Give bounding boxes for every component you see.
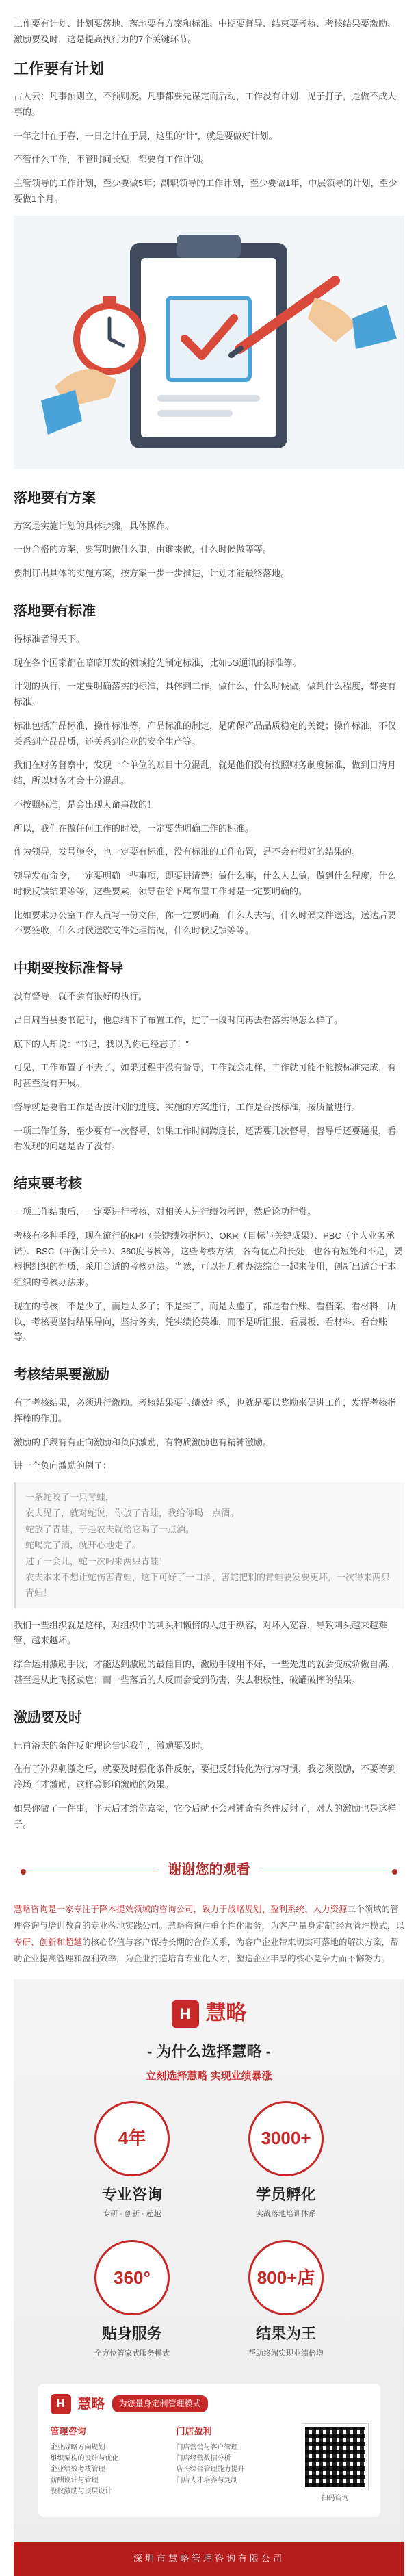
thanks-banner bbox=[14, 1851, 404, 1892]
paragraph: 主管领导的工作计划，至少要做5年；副职领导的工作计划，至少要做1年，中层领导的计划，至少要做1个月。 bbox=[14, 178, 397, 204]
feature-badge: 3000+ bbox=[248, 2101, 324, 2176]
paragraph: 要制订出具体的实施方案，按方案一步一步推进，计划才能最终落地。 bbox=[14, 568, 290, 578]
section-title: 落地要有标准 bbox=[14, 603, 96, 619]
paragraph: 底下的人却说：“书记，我以为你已经忘了！” bbox=[14, 1038, 189, 1049]
paragraph: 没有督导，就不会有很好的执行。 bbox=[14, 991, 148, 1001]
story-quote bbox=[14, 1482, 404, 1608]
paragraph: 我们一些组织就是这样，对组织中的刺头和懒惰的人过于纵容，对坏人宽容，导致刺头越来越难管，越来越坏。 bbox=[14, 1619, 388, 1646]
paragraph: 作为领导，发号施令，也一定要有标准，没有标准的工作布置，是不会有很好的结果的。 bbox=[14, 847, 361, 858]
service-column bbox=[51, 2424, 167, 2505]
feature-item bbox=[216, 2240, 356, 2360]
feature-title: 贴身服务 bbox=[101, 2325, 162, 2343]
paragraph: 吕日周当县委书记时，他总结下了布置工作，过了一段时间再去看落实得怎么样了。 bbox=[14, 1014, 343, 1025]
qr-block bbox=[302, 2424, 368, 2505]
column-title: 门店盈利 bbox=[176, 2426, 212, 2437]
paragraph: 得标准者得天下。 bbox=[14, 633, 86, 644]
feature-grid bbox=[62, 2101, 356, 2361]
qr-caption: 扫码咨询 bbox=[321, 2495, 349, 2503]
company-name: 慧略咨询是一家专注于降本提效领域的咨询公司，致力于 bbox=[14, 1905, 228, 1915]
paragraph: 计划的执行，一定要明确落实的标准，具体到工作，做什么，什么时候做，做到什么程度，都要有标准。 bbox=[14, 681, 397, 707]
section-title: 落地要有方案 bbox=[14, 490, 96, 506]
feature-item bbox=[62, 2240, 203, 2360]
intro-text: 三个领域的管理咨询与培训教育的专业落地实践公司。慧略咨询注重个性化服务，为客户“量身定制”经营管理模式，以 bbox=[14, 1905, 404, 1931]
feature-title: 专业咨询 bbox=[101, 2185, 162, 2203]
card-header bbox=[51, 2392, 368, 2416]
feature-badge: 360° bbox=[94, 2240, 170, 2315]
paragraph: 可见，工作布置了不去了，如果过程中没有督导，工作就会走样，工作就可能不能按标准完成，有时甚至没有开展。 bbox=[14, 1062, 397, 1088]
paragraph: 不管什么工作，不管时间长短，都要有工作计划。 bbox=[14, 154, 210, 165]
feature-desc: 实战落地培训体系 bbox=[256, 2210, 316, 2219]
service-line: 门店经营数据分析 bbox=[176, 2454, 231, 2462]
company-footer: 深圳市慧略管理咨询有限公司 bbox=[14, 2542, 404, 2576]
brand-logo bbox=[14, 1996, 404, 2032]
section-title: 激励要及时 bbox=[14, 1710, 82, 1725]
thanks-text: 谢谢您的观看 bbox=[157, 1858, 261, 1882]
section-title: 工作要有计划 bbox=[14, 60, 105, 77]
paragraph: 标准包括产品标准，操作标准等，产品标准的制定，是确保产品品质稳定的关键；操作标准，不仅关系到产品品质，还关系到企业的安全生产等。 bbox=[14, 720, 397, 747]
intro-paragraph: 工作要有计划、计划要落地、落地要有方案和标准、中期要督导、结束要考核、考核结果要激励、激励要及时，这是提高执行力的7个关键环节。 bbox=[14, 18, 397, 44]
paragraph: 巴甫洛夫的条件反射理论告诉我们，激励要及时。 bbox=[14, 1740, 210, 1751]
paragraph: 一项工作任务，至少要有一次督导，如果工作时间跨度长，还需要几次督导，督导后还要通报，看看发现的问题是否了没有。 bbox=[14, 1125, 397, 1152]
paragraph: 比如要求办公室工作人员写一份文件，你一定要明确，什么人去写，什么时候文件送达，送达后要不要签收，什么时候送歇文件处理情况，什么时候反馈等等。 bbox=[14, 910, 397, 936]
paragraph: 领导发布命令，一定要明确一些事项，即要讲清楚：做什么事，什么人去做，做到什么程度，什么时候反馈结果等等，这些要素，领导在给下属布置工作时是一定要明确的。 bbox=[14, 871, 397, 897]
feature-item bbox=[62, 2101, 203, 2221]
service-line: 薪酬设计与管理 bbox=[50, 2476, 99, 2484]
paragraph: 一年之计在于春，一日之计在于晨，这里的“计”，就是要做好计划。 bbox=[14, 130, 278, 141]
company-intro bbox=[14, 1902, 404, 1967]
logo-badge-icon: H bbox=[172, 2000, 199, 2028]
dot-icon bbox=[392, 1869, 397, 1875]
paragraph: 现在各个国家都在暗暗开发的领域抢先制定标准，比如5G通讯的标准等。 bbox=[14, 657, 302, 668]
paragraph: 方案是实施计划的具体步骤，具体操作。 bbox=[14, 520, 174, 531]
checkbox-icon bbox=[168, 298, 250, 380]
feature-badge: 4年 bbox=[94, 2101, 170, 2176]
highlight-text: 专研、创新和超越 bbox=[14, 1937, 83, 1947]
clipboard-illustration bbox=[14, 216, 404, 469]
feature-desc: 专研 · 创新 · 超越 bbox=[103, 2210, 161, 2219]
quote-line: 一条蛇咬了一只青蛙， bbox=[25, 1492, 115, 1502]
poster-title: - 为什么选择慧略 - bbox=[147, 2042, 271, 2060]
qr-code-icon[interactable] bbox=[302, 2424, 368, 2490]
slogan-badge: 为您量身定制管理模式 bbox=[112, 2395, 208, 2412]
logo-text: 慧略 bbox=[205, 2001, 247, 2026]
feature-title: 结果为王 bbox=[255, 2325, 316, 2343]
promo-poster bbox=[14, 1979, 404, 2576]
paragraph: 我们在财务督察中，发现一个单位的账目十分混乱，就是他们没有按照财务制度标准，做到日清月结，所以财务才会十分混乱。 bbox=[14, 760, 397, 786]
paragraph: 督导就是要看工作是否按计划的进度、实施的方案进行，工作是否按标准，按质量进行。 bbox=[14, 1101, 361, 1112]
service-line: 企业战略方向规划 bbox=[50, 2443, 105, 2451]
service-line: 门店人才培养与复制 bbox=[176, 2476, 238, 2484]
paragraph: 综合运用激励手段，才能达到激励的最佳目的，激励手段用不好，一些先进的就会变成骄傲自满，甚至是从此飞扬跋扈；而一些落后的人反而会受到伤害，失去积极性，破罐破摔的结果。 bbox=[14, 1659, 397, 1685]
feature-desc: 全方位管家式服务模式 bbox=[94, 2349, 170, 2358]
service-line: 店长综合管理能力提升 bbox=[176, 2465, 245, 2473]
dot-icon bbox=[21, 1869, 26, 1875]
feature-badge: 800+店 bbox=[248, 2240, 324, 2315]
quote-line: 蛇喝完了酒，就开心地走了。 bbox=[25, 1540, 142, 1551]
paragraph: 激励的手段有有正向激励和负向激励，有物质激励也有精神激励。 bbox=[14, 1437, 272, 1447]
quote-line: 农夫本来不想让蛇伤害青蛙，这下可好了一口酒，害蛇把剩的青蛙要发要更坏，一次得来两只青蛙！ bbox=[25, 1571, 391, 1599]
section-title: 中期要按标准督导 bbox=[14, 961, 123, 976]
service-line: 企业绩效考核管理 bbox=[50, 2465, 105, 2473]
paragraph: 在有了外界刺激之后，就要及时强化条件反射，要把反射转化为行为习惯，我必须激励，不要等到冷场了才激励，这样会影响激励的效果。 bbox=[14, 1764, 397, 1790]
section-title: 考核结果要激励 bbox=[14, 1367, 109, 1382]
paragraph: 讲一个负向激励的例子： bbox=[14, 1460, 112, 1471]
service-line: 组织架构的设计与优化 bbox=[50, 2454, 119, 2462]
column-title: 管理咨询 bbox=[50, 2426, 86, 2437]
paragraph: 一项工作结束后，一定要进行考核，对相关人进行绩效考评，然后论功行赏。 bbox=[14, 1207, 317, 1217]
quote-line: 农夫见了，就对蛇说，你放了青蛙，我给你喝一点酒。 bbox=[25, 1508, 239, 1519]
service-card bbox=[38, 2384, 380, 2517]
logo-badge-icon: H bbox=[51, 2394, 71, 2414]
service-line: 股权激励与顶层设计 bbox=[50, 2487, 112, 2495]
section-title: 结束要考核 bbox=[14, 1176, 82, 1192]
feature-desc: 帮助终端实现业绩倍增 bbox=[248, 2349, 324, 2358]
feature-item bbox=[216, 2101, 356, 2221]
paragraph: 所以，我们在做任何工作的时候，一定要先明确工作的标准。 bbox=[14, 823, 254, 834]
intro-text: 的核心价值与客户保持长期的合作关系，为客户企业带来切实可落地的解决方案，帮助企业提高管理和盈利效率，为企业打造培育专业化人才，塑造企业丰厚的核心竞争力而不懈努力。 bbox=[14, 1937, 399, 1963]
paragraph: 现在的考核，不是少了，而是太多了；不是实了，而是太虚了，都是看台账、看档案、看材料，所以，考核要坚持结果导向，坚持务实，凭实绩论英雄，而不是听汇报、看展板、看材料、看台账等。 bbox=[14, 1300, 397, 1343]
paragraph: 有了考核结果，必须进行激励。考核结果要与绩效挂钩，也就是要以奖励来促进工作，发挥考核指挥棒的作用。 bbox=[14, 1398, 397, 1424]
paragraph: 如果你做了一件事，半天后才给你嘉奖，它今后就不会对神奇有条件反射了，对人的激励也是这样子。 bbox=[14, 1803, 397, 1829]
quote-line: 蛇放了青蛙，于是农夫就给它喝了一点酒。 bbox=[25, 1523, 195, 1534]
paragraph: 一份合格的方案，要写明做什么事，由谁来做，什么时候做等等。 bbox=[14, 544, 272, 555]
quote-line: 过了一会儿，蛇一次叼来两只青蛙！ bbox=[25, 1556, 168, 1567]
feature-title: 学员孵化 bbox=[255, 2185, 316, 2203]
poster-subtitle: 立刻选择慧略 实现业绩暴涨 bbox=[146, 2070, 272, 2083]
service-column bbox=[177, 2424, 293, 2505]
paragraph: 古人云：凡事预则立，不预则废。凡事都要先谋定而后动，工作没有计划，见子打子，是做不成大事的。 bbox=[14, 91, 397, 117]
service-line: 门店营销与客户管理 bbox=[176, 2443, 238, 2451]
highlight-text: 战略规划、盈利系统、人力资源 bbox=[227, 1905, 348, 1915]
logo-text: 慧略 bbox=[77, 2395, 105, 2412]
paragraph: 考核有多种手段，现在流行的KPI（关键绩效指标）、OKR（目标与关键成果）、PBC（个人业务承诺）、BSC（平衡计分卡）、360度考核等，这些考核方法，各有优点和长处，也各有短处和不足，要根据组织的性质，采用合适的考核办法。当然，可以把几种办法综合一起来使用，创新出适合于本组织的考核办法来。 bbox=[14, 1230, 403, 1287]
paragraph: 不按照标准，是会出现人命事故的！ bbox=[14, 799, 157, 810]
card-body bbox=[51, 2424, 368, 2505]
